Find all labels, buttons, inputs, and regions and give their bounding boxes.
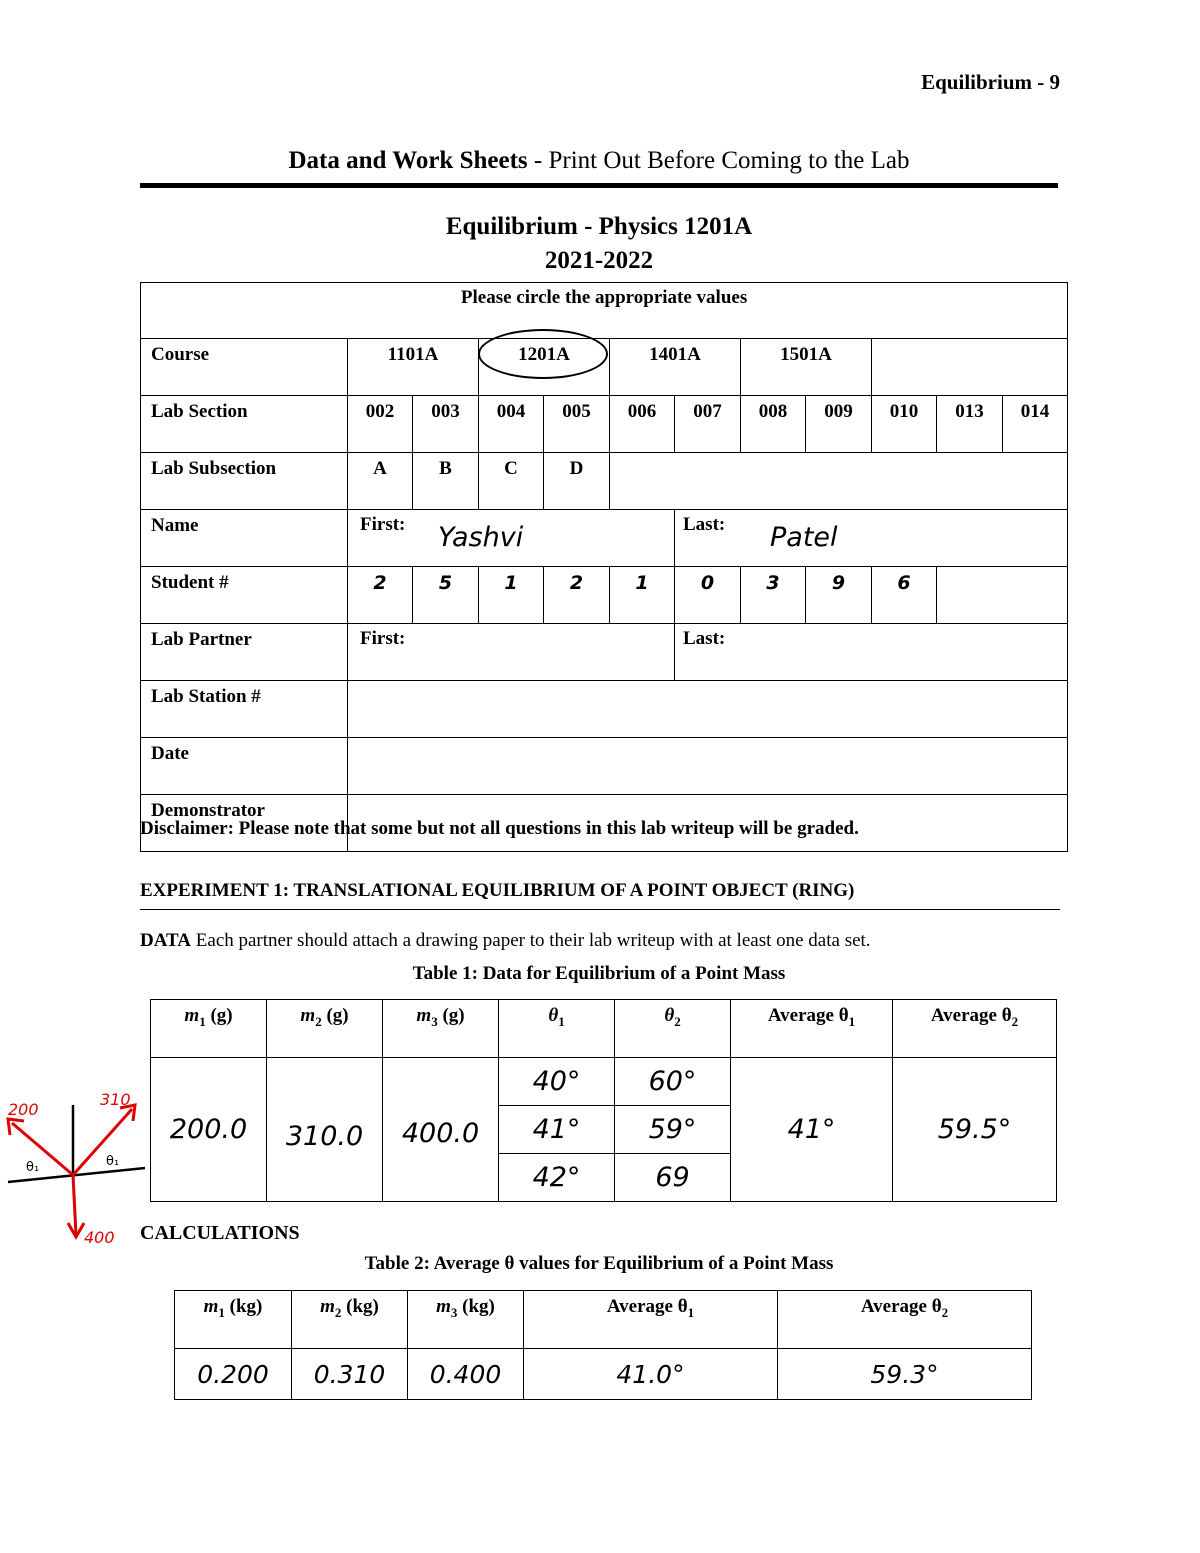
avg-theta2-value[interactable]: 59.5° (893, 1058, 1057, 1202)
diagram-angle-left: θ₁ (26, 1160, 40, 1175)
data-text: Each partner should attach a drawing paper to their lab writeup with at least one data set. (191, 930, 871, 951)
sheet-title (140, 147, 1058, 175)
table2-header: $m_1$ (kg) (175, 1291, 292, 1349)
theta1-trial[interactable]: 41° (499, 1106, 615, 1154)
table1-header: $m_1$ (g) (151, 1000, 267, 1058)
avg-theta1-calc[interactable]: 41.0° (524, 1349, 778, 1400)
name-label: Name (141, 510, 348, 567)
table2-header: Average $\theta_2$ (778, 1291, 1032, 1349)
diagram-left-label: 200 (8, 1100, 39, 1119)
calculations-heading: CALCULATIONS (140, 1222, 300, 1244)
lab-partner-label: Lab Partner (141, 624, 348, 681)
diagram-left-force (12, 1123, 73, 1175)
avg-theta2-calc[interactable]: 59.3° (778, 1349, 1032, 1400)
lab-subsection-label: Lab Subsection (141, 453, 348, 510)
date-label: Date (141, 738, 348, 795)
section-option[interactable]: 004 (479, 396, 544, 453)
last-name-value: Patel (770, 522, 838, 553)
m2-kg-value[interactable]: 0.310 (292, 1349, 408, 1400)
subsection-option[interactable]: B (413, 453, 479, 510)
date-field[interactable] (348, 738, 1068, 795)
student-digit[interactable]: 2 (348, 567, 413, 624)
diagram-down-label: 400 (84, 1228, 115, 1247)
diagram-right-label: 310 (100, 1090, 131, 1109)
section-option[interactable]: 008 (741, 396, 806, 453)
student-digit[interactable]: 2 (544, 567, 610, 624)
course-circle-mark (478, 329, 608, 379)
student-digit[interactable]: 9 (806, 567, 872, 624)
course-blank (872, 339, 1068, 396)
diagram-down-force (73, 1175, 76, 1235)
first-name-value: Yashvi (438, 522, 524, 553)
course-label: Course (141, 339, 348, 396)
partner-last-field[interactable] (675, 624, 1068, 681)
table1-header: $m_2$ (g) (267, 1000, 383, 1058)
table1-header: Average $\theta_1$ (731, 1000, 893, 1058)
table2-caption: Table 2: Average θ values for Equilibrium of a Point Mass (364, 1253, 834, 1274)
subsection-blank (610, 453, 1068, 510)
table1-header: $\theta_1$ (499, 1000, 615, 1058)
data-label: DATA (140, 930, 192, 951)
subsection-option[interactable]: C (479, 453, 544, 510)
theta2-trial[interactable]: 60° (615, 1058, 731, 1106)
m1-value[interactable]: 200.0 (151, 1058, 267, 1202)
student-number-label: Student # (141, 567, 348, 624)
lab-title-year: 2021-2022 (544, 247, 654, 274)
subsection-option[interactable]: D (544, 453, 610, 510)
theta2-trial[interactable]: 69 (615, 1154, 731, 1202)
sheet-title-bold: Data and Work Sheets (288, 147, 528, 174)
theta1-trial[interactable]: 42° (499, 1154, 615, 1202)
m3-value[interactable]: 400.0 (383, 1058, 499, 1202)
section-option[interactable]: 002 (348, 396, 413, 453)
lab-station-label: Lab Station # (141, 681, 348, 738)
course-option[interactable]: 1501A (741, 339, 872, 396)
table1-header: $\theta_2$ (615, 1000, 731, 1058)
lab-title-line1: Equilibrium - Physics 1201A (445, 213, 753, 240)
title-divider (140, 183, 1058, 188)
last-name-field[interactable] (675, 510, 1068, 567)
page-header: Equilibrium - 9 (921, 70, 1060, 94)
partner-first-field[interactable] (348, 624, 675, 681)
theta1-trial[interactable]: 40° (499, 1058, 615, 1106)
partner-last-label: Last: (683, 628, 726, 649)
data-instruction (140, 930, 871, 952)
student-digit[interactable]: 1 (610, 567, 675, 624)
avg-theta1-value[interactable]: 41° (731, 1058, 893, 1202)
table1 (150, 999, 1057, 1202)
student-digit[interactable]: 6 (872, 567, 937, 624)
table2-header: Average $\theta_1$ (524, 1291, 778, 1349)
last-name-label: Last: (683, 514, 726, 535)
diagram-right-force (73, 1109, 132, 1175)
table1-header: Average $\theta_2$ (893, 1000, 1057, 1058)
diagram-angle-right: θ₁ (106, 1154, 120, 1169)
table2 (174, 1290, 1032, 1400)
course-option[interactable]: 1401A (610, 339, 741, 396)
course-option[interactable]: 1201A (479, 339, 610, 396)
student-digit[interactable]: 3 (741, 567, 806, 624)
course-option[interactable]: 1101A (348, 339, 479, 396)
section-option[interactable]: 010 (872, 396, 937, 453)
partner-first-label: First: (360, 628, 406, 649)
student-digit[interactable] (937, 567, 1068, 624)
experiment1-heading: EXPERIMENT 1: TRANSLATIONAL EQUILIBRIUM OF A POINT OBJECT (RING) (140, 880, 855, 901)
circle-instruction: Please circle the appropriate values (141, 283, 1068, 339)
theta2-trial[interactable]: 59° (615, 1106, 731, 1154)
section-option[interactable]: 007 (675, 396, 741, 453)
experiment1-divider (140, 909, 1060, 910)
lab-title (140, 210, 1058, 278)
subsection-option[interactable]: A (348, 453, 413, 510)
section-option[interactable]: 013 (937, 396, 1003, 453)
student-digit[interactable]: 1 (479, 567, 544, 624)
section-option[interactable]: 009 (806, 396, 872, 453)
section-option[interactable]: 006 (610, 396, 675, 453)
student-digit[interactable]: 5 (413, 567, 479, 624)
force-diagram-sketch (0, 1085, 150, 1255)
section-option[interactable]: 003 (413, 396, 479, 453)
sheet-title-rest: - Print Out Before Coming to the Lab (527, 147, 910, 174)
disclaimer: Disclaimer: Please note that some but not all questions in this lab writeup will be graded. (140, 818, 859, 839)
student-digit[interactable]: 0 (675, 567, 741, 624)
first-name-field[interactable] (348, 510, 675, 567)
m2-value[interactable]: 310.0 (267, 1058, 383, 1202)
lab-section-label: Lab Section (141, 396, 348, 453)
demonstrator-label: Demonstrator (141, 795, 348, 852)
m3-kg-value[interactable]: 0.400 (408, 1349, 524, 1400)
m1-kg-value[interactable]: 0.200 (175, 1349, 292, 1400)
section-option[interactable]: 005 (544, 396, 610, 453)
table1-caption: Table 1: Data for Equilibrium of a Point Mass (412, 963, 786, 984)
table2-header: $m_3$ (kg) (408, 1291, 524, 1349)
table2-header: $m_2$ (kg) (292, 1291, 408, 1349)
first-name-label: First: (360, 514, 406, 535)
info-table (140, 282, 1068, 852)
table1-header: $m_3$ (g) (383, 1000, 499, 1058)
section-option[interactable]: 014 (1003, 396, 1068, 453)
lab-station-field[interactable] (348, 681, 1068, 738)
